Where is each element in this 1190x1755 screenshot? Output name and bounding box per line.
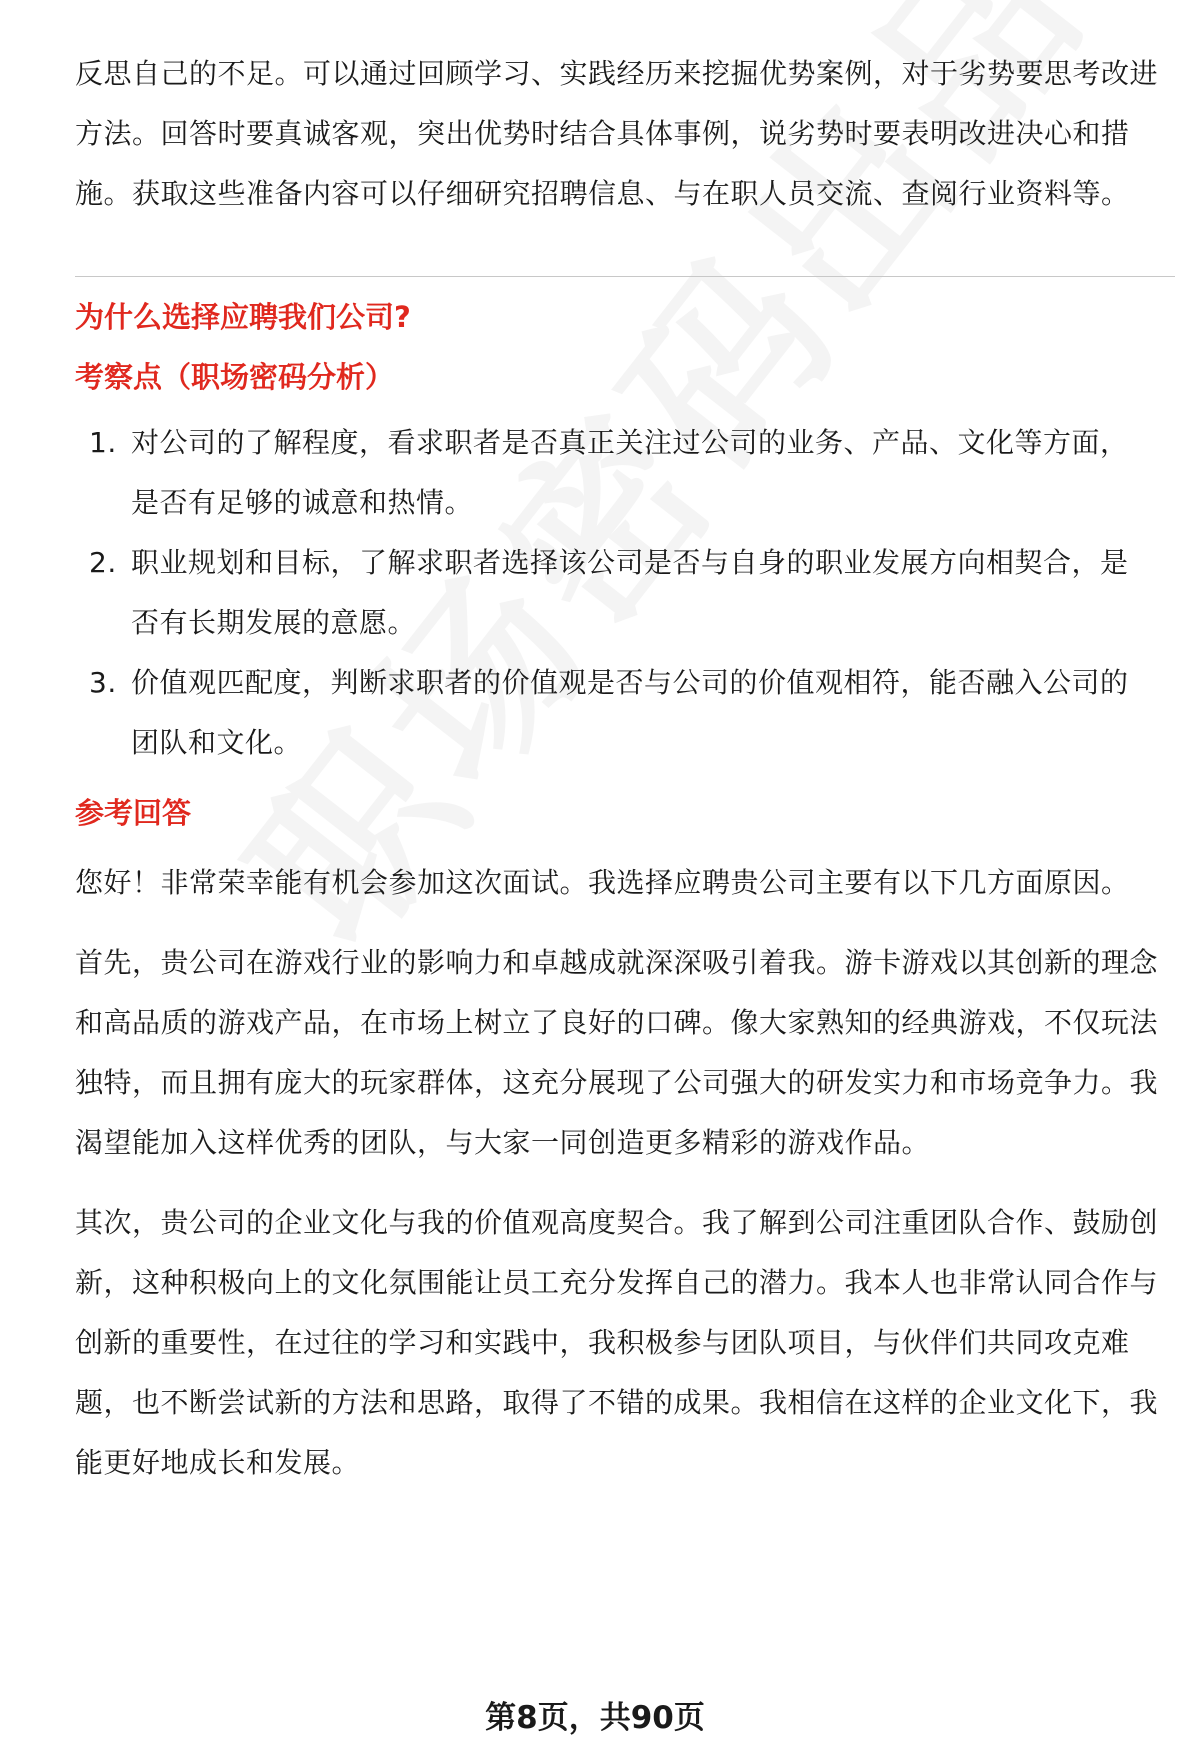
list-text: 对公司的了解程度，看求职者是否真正关注过公司的业务、产品、文化等方面，是否有足够的诚意和热情。: [131, 426, 1129, 519]
assessment-title: 考察点（职场密码分析）: [75, 360, 395, 394]
intro-paragraph: 反思自己的不足。可以通过回顾学习、实践经历来挖掘优势案例，对于劣势要思考改进方法。回答时要真诚客观，突出优势时结合具体事例，说劣势时要表明改进决心和措施。获取这些准备内容可以仔细研究招聘信息、与在职人员交流、查阅行业资料等。: [75, 57, 1159, 210]
assessment-list: [75, 413, 1175, 773]
list-text: 职业规划和目标，了解求职者选择该公司是否与自身的职业发展方向相契合，是否有长期发展的意愿。: [131, 546, 1129, 639]
list-number: 3.: [89, 666, 117, 699]
list-item: [75, 413, 1175, 533]
list-item: [75, 533, 1175, 653]
section-divider: [75, 276, 1175, 277]
list-number: 1.: [89, 426, 117, 459]
list-text: 价值观匹配度，判断求职者的价值观是否与公司的价值观相符，能否融入公司的团队和文化。: [131, 666, 1129, 759]
reference-title: 参考回答: [75, 796, 192, 830]
page-footer: 第8页，共90页: [485, 1700, 705, 1736]
question-title: 为什么选择应聘我们公司?: [75, 300, 411, 334]
answer-paragraph: 首先，贵公司在游戏行业的影响力和卓越成就深深吸引着我。游卡游戏以其创新的理念和高品质的游戏产品，在市场上树立了良好的口碑。像大家熟知的经典游戏，不仅玩法独特，而且拥有庞大的玩家群体，这充分展现了公司强大的研发实力和市场竞争力。我渴望能加入这样优秀的团队，与大家一同创造更多精彩的游戏作品。: [75, 946, 1159, 1159]
answer-paragraph: 您好！非常荣幸能有机会参加这次面试。我选择应聘贵公司主要有以下几方面原因。: [75, 866, 1130, 899]
answer-paragraph: 其次，贵公司的企业文化与我的价值观高度契合。我了解到公司注重团队合作、鼓励创新，这种积极向上的文化氛围能让员工充分发挥自己的潜力。我本人也非常认同合作与创新的重要性，在过往的学习和实践中，我积极参与团队项目，与伙伴们共同攻克难题，也不断尝试新的方法和思路，取得了不错的成果。我相信在这样的企业文化下，我能更好地成长和发展。: [75, 1206, 1159, 1479]
list-item: [75, 653, 1175, 773]
document-page: [75, 44, 1175, 1493]
list-number: 2.: [89, 546, 117, 579]
